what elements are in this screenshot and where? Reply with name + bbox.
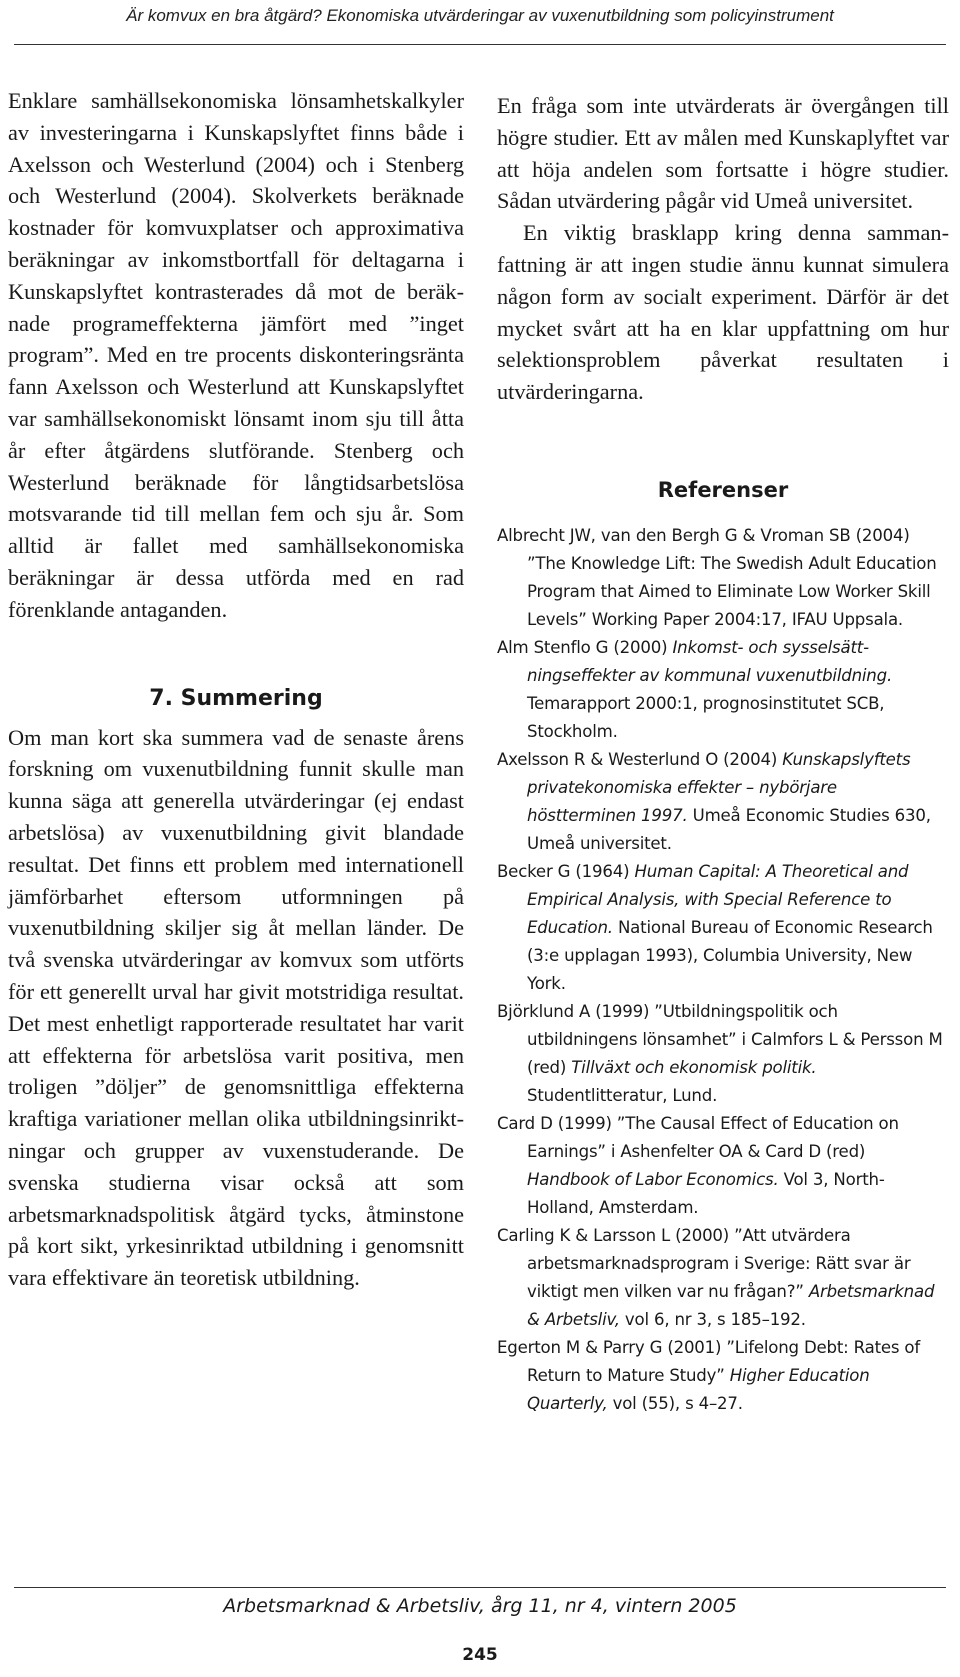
reference-item (497, 1334, 949, 1418)
reference-text: Umeå Economic Studies 630, Umeå universitet. (527, 805, 931, 853)
reference-item (497, 858, 949, 998)
reference-text: Carling K & Larsson L (2000) ”Att utvärdera arbetsmarknadsprogram i Sverige: Rätt svar är viktigt men vilken var nu frågan?” (497, 1225, 911, 1301)
reference-item (497, 634, 949, 746)
running-header: Är komvux en bra åtgärd? Ekonomiska utvärderingar av vuxenutbildning som policyinstrument (126, 6, 834, 25)
body-paragraph: Enklare samhällsekonomiska lönsamhetskalkyler av investeringarna i Kunskapslyftet finns både i Axelsson och Westerlund (2004) och i Stenberg och Westerlund (2004). Skolverkets beräknade kostnader för komvuxplatser och approximativa beräkningar av inkomstbortfall för deltagarna i Kunskapslyftet kontrasterades då mot de beräknade programeffekterna jämfört med ”inget program”. Med en tre procents diskonteringsränta fann Axelsson och Westerlund att Kunskapslyftet var samhällsekonomiskt lönsamt inom sju till åtta år efter åtgärdens slutförande. Stenberg och Westerlund beräknade för långtidsarbetslösa motsvarande tid till mellan fem och sju år. Som alltid är fallet med samhällsekonomiska beräkningar är dessa utförda med en rad förenklande antaganden. (8, 88, 464, 622)
reference-text: Studentlitteratur, Lund. (527, 1085, 718, 1105)
reference-title: Kunskapslyftets privatekonomiska effekter – nybörjare höstterminen 1997. (527, 749, 911, 825)
reference-text: vol (55), s 4–27. (607, 1393, 743, 1413)
reference-list (497, 522, 949, 1418)
reference-text: Albrecht JW, van den Bergh G & Vroman SB (2004) ”The Knowledge Lift: The Swedish Adult Education Program that Aimed to Eliminate Low Worker Skill Levels” Working Paper 2004:17, IFAU Uppsala. (497, 525, 937, 629)
reference-text: Vol 3, North-Holland, Amsterdam. (527, 1169, 885, 1217)
body-paragraph: Om man kort ska summera vad de senaste årens forskning om vuxenutbildning funnit skulle man kunna säga att generella utvärderingar (ej endast arbetslösa) av vuxenutbildning givit blandade resultat. Det finns ett problem med internationell jämförbarhet eftersom utformningen på vuxenutbildning skiljer sig åt mellan länder. De två svenska utvärderingar av komvux som utförts för ett generellt urval har givit motstridiga resultat. Det mest enhetligt rapporterade resultatet har varit att effekterna för arbetslösa varit positiva, men troligen ”döljer” de genomsnittliga effekterna kraftiga variationer mellan olika utbildningsinriktningar och grupper av vuxenstuderande. De svenska studierna visar också att som arbetsmarknadspolitisk åtgärd tycks, åtminstone på kort sikt, yrkesinriktad utbildning i genomsnitt vara effektivare än teoretisk utbildning. (8, 724, 464, 1291)
page-number: 245 (462, 1645, 498, 1665)
reference-item (497, 998, 949, 1110)
reference-title: Higher Education Quarterly, (527, 1365, 870, 1413)
reference-text: Egerton M & Parry G (2001) ”Lifelong Debt: Rates of Return to Mature Study” (497, 1337, 921, 1385)
reference-text: National Bureau of Economic Research (3:e upplagan 1993), Columbia University, New York. (527, 917, 933, 993)
reference-text: Axelsson R & Westerlund O (2004) (497, 749, 783, 769)
right-column (497, 90, 949, 1418)
body-paragraph: En viktig brasklapp kring denna sammanfattning är att ingen studie ännu kunnat simulera någon form av socialt experiment. Därför är det mycket svårt att ha en klar uppfattning om hur selektionsproblem påverkat resultaten i utvärderingarna. (497, 220, 949, 405)
right-body (497, 90, 949, 408)
section-heading: 7. Summering (149, 685, 323, 711)
reference-title: Human Capital: A Theoretical and Empirical Analysis, with Special Reference to Education. (527, 861, 909, 937)
header-rule (14, 44, 946, 45)
reference-text: Temarapport 2000:1, prognosinstitutet SCB, Stockholm. (527, 693, 885, 741)
body-paragraph: En fråga som inte utvärderats är övergången till högre studier. Ett av målen med Kunskaplyftet var att höja andelen som fortsatte i högre studier. Sådan utvärdering pågår vid Umeå universitet. (497, 93, 949, 214)
reference-title: Handbook of Labor Economics. (527, 1169, 779, 1189)
reference-text: Björklund A (1999) ”Utbildningspolitik och utbildningens lönsamhet” i Calmfors L & Persson M (red) (497, 1001, 943, 1077)
reference-item (497, 746, 949, 858)
reference-text: vol 6, nr 3, s 185–192. (619, 1309, 806, 1329)
reference-title: Inkomst- och sysselsättningseffekter av kommunal vuxenutbildning. (527, 637, 893, 685)
footer-rule (14, 1587, 946, 1588)
left-column (8, 85, 464, 1294)
reference-item (497, 522, 949, 634)
reference-title: Tillväxt och ekonomisk politik. (571, 1057, 817, 1077)
reference-item (497, 1110, 949, 1222)
reference-text: Becker G (1964) (497, 861, 635, 881)
references-heading: Referenser (657, 477, 789, 502)
reference-text: Card D (1999) ”The Causal Effect of Education on Earnings” i Ashenfelter OA & Card D (red) (497, 1113, 899, 1161)
reference-text: Alm Stenflo G (2000) (497, 637, 673, 657)
journal-footer: Arbetsmarknad & Arbetsliv, årg 11, nr 4, vintern 2005 (223, 1595, 737, 1617)
reference-item (497, 1222, 949, 1334)
reference-title: Arbetsmarknad & Arbetsliv, (527, 1281, 935, 1329)
